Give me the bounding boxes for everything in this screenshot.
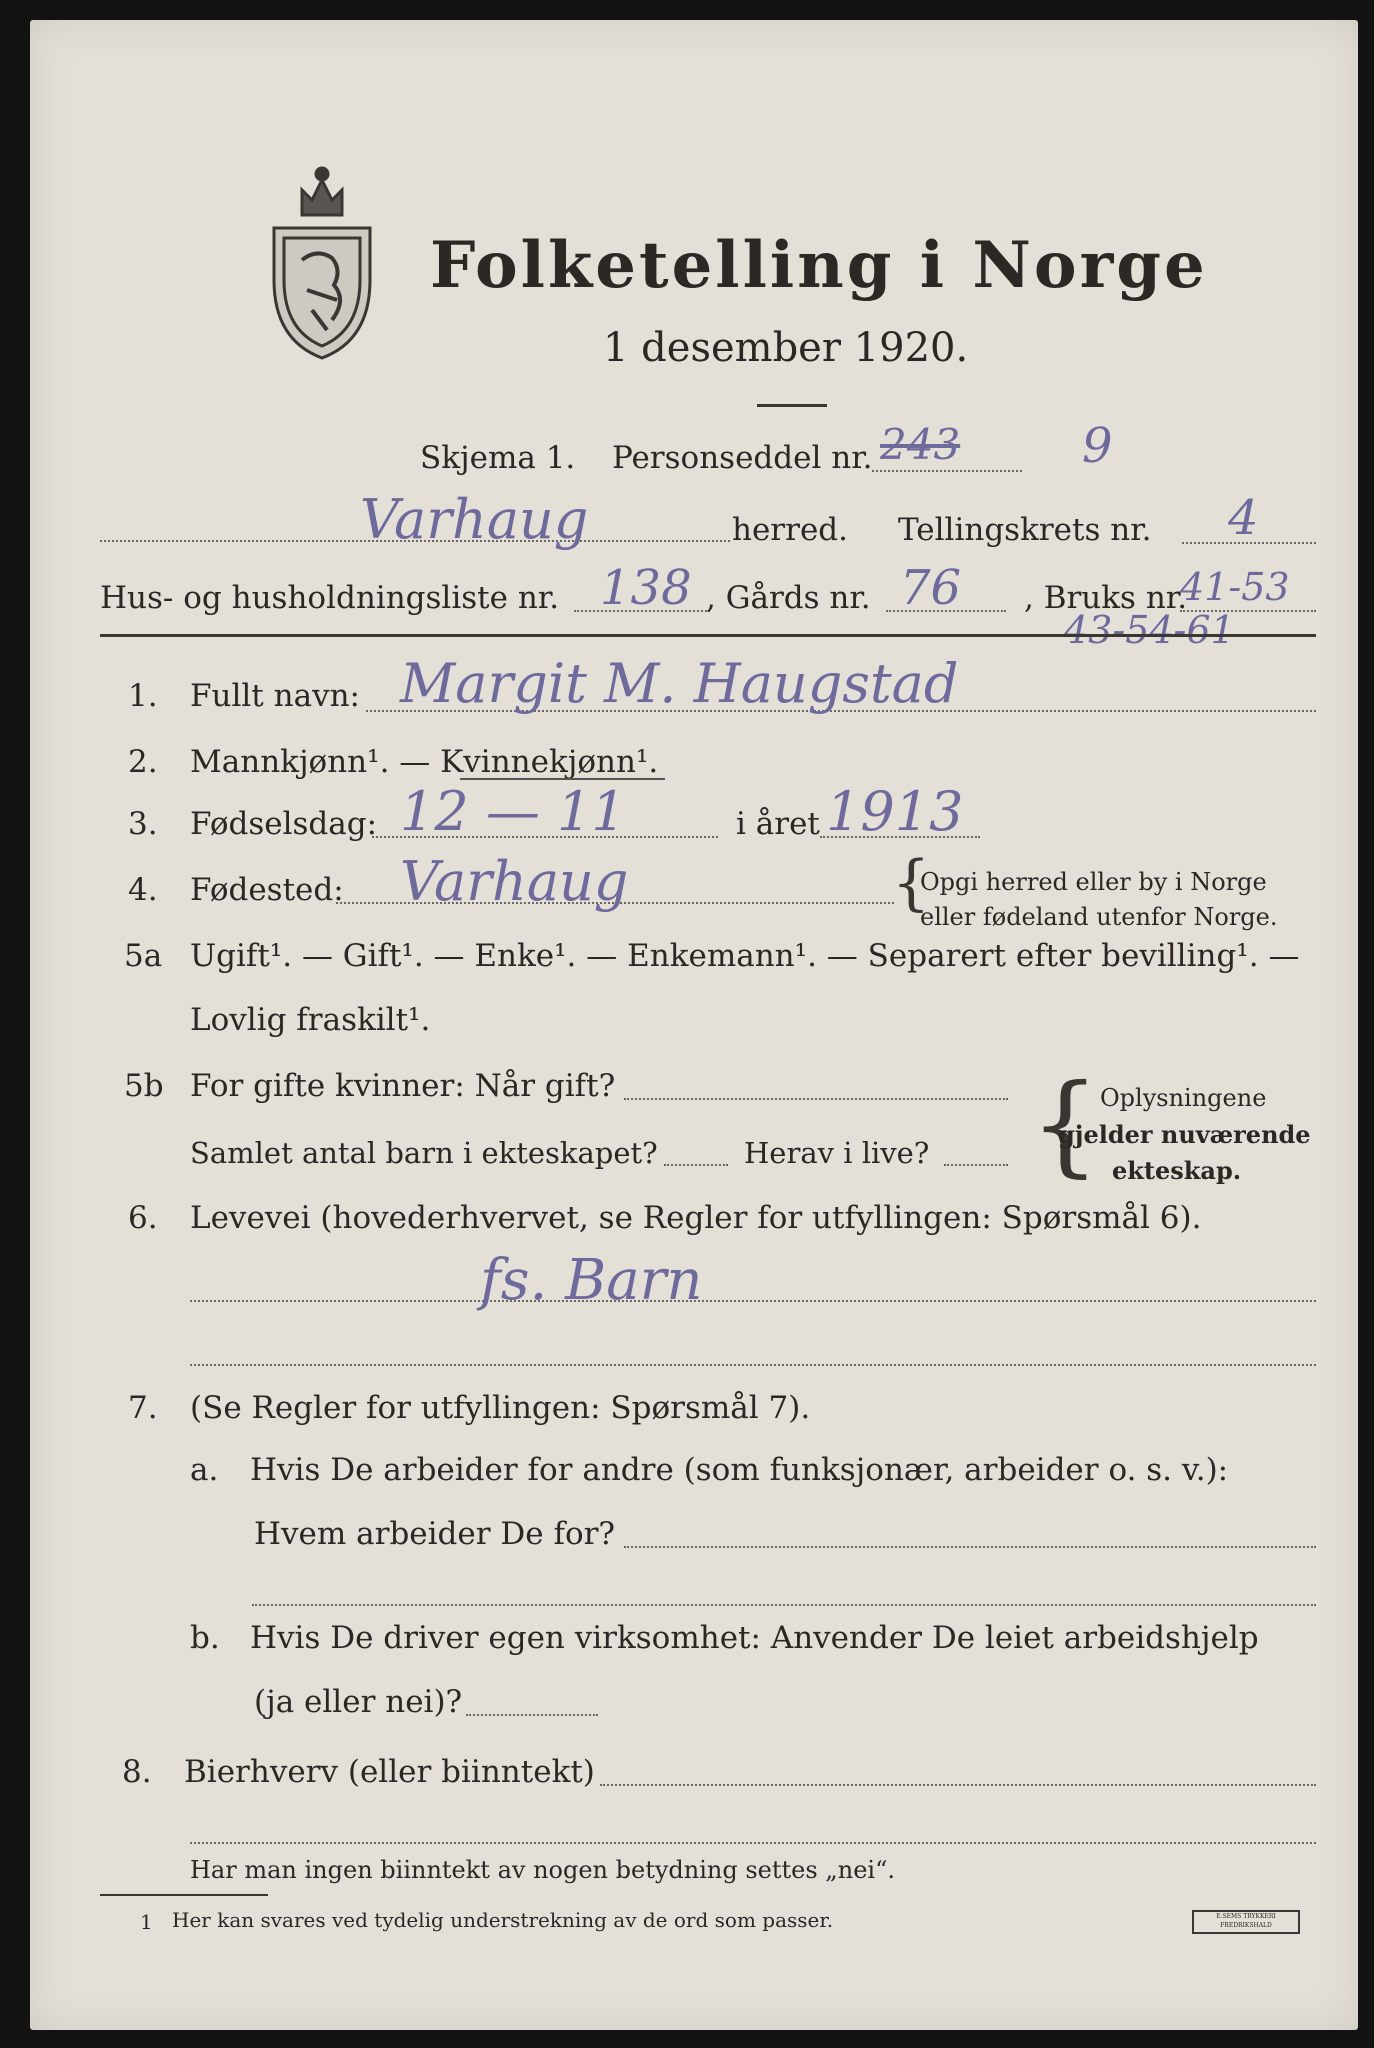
- q5b-note-1: Oplysningene: [1100, 1084, 1267, 1112]
- q5b-line2a: Samlet antal barn i ekteskapet?: [190, 1136, 658, 1170]
- hus-value: 138: [600, 560, 692, 616]
- q5b-line2b-dots: [944, 1164, 1008, 1166]
- q8-number: 8.: [122, 1754, 152, 1790]
- census-date: 1 desember 1920.: [603, 325, 969, 371]
- q6-line-1: [190, 1300, 1316, 1302]
- q7b-letter: b.: [190, 1620, 220, 1656]
- q4-value: Varhaug: [400, 850, 629, 913]
- printer-stamp: E.SEMS TRYKKERI FREDRIKSHALD: [1192, 1910, 1300, 1934]
- q2-number: 2.: [128, 744, 158, 780]
- herred-value: Varhaug: [360, 488, 589, 551]
- header-rule: [100, 634, 1316, 637]
- footer-note: Har man ingen biinntekt av nogen betydning settes „nei“.: [190, 1856, 895, 1884]
- q5b-line2b: Herav i live?: [744, 1136, 930, 1170]
- personseddel-label: Personseddel nr.: [612, 440, 873, 476]
- q5b-line2a-dots: [664, 1164, 728, 1166]
- q3-number: 3.: [128, 806, 158, 842]
- personseddel-line: [872, 470, 1022, 472]
- gards-label: , Gårds nr.: [706, 580, 871, 616]
- footnote-text: Her kan svares ved tydelig understrekning av de ord som passer.: [172, 1908, 834, 1932]
- q4-label: Fødested:: [190, 872, 344, 908]
- q7b-line2: (ja eller nei)?: [254, 1684, 463, 1720]
- q6-value: fs. Barn: [480, 1248, 703, 1313]
- q5b-brace: {: [1030, 1060, 1100, 1188]
- q4-note-2: eller fødeland utenfor Norge.: [920, 903, 1278, 931]
- q7-label: (Se Regler for utfyllingen: Spørsmål 7).: [190, 1390, 811, 1426]
- hus-label: Hus- og husholdningsliste nr.: [100, 580, 560, 616]
- title-divider: [757, 404, 827, 407]
- q5b-line1: For gifte kvinner: Når gift?: [190, 1068, 616, 1104]
- q5a-line2: Lovlig fraskilt¹.: [190, 1002, 431, 1038]
- q3-value: 12 — 11: [400, 780, 626, 843]
- q7-number: 7.: [128, 1390, 158, 1426]
- q7a-line-2: [252, 1604, 1316, 1606]
- q7a-line2: Hvem arbeider De for?: [254, 1516, 616, 1552]
- footnote-rule: [100, 1894, 268, 1896]
- q2-label: Mannkjønn¹. — Kvinnekjønn¹.: [190, 744, 659, 780]
- q5b-number: 5b: [124, 1068, 164, 1104]
- q6-line-2: [190, 1364, 1316, 1366]
- q4-note-1: Opgi herred eller by i Norge: [920, 868, 1267, 896]
- q4-brace: {: [892, 848, 931, 918]
- bruks-label: , Bruks nr.: [1024, 580, 1188, 616]
- q3-label: Fødselsdag:: [190, 806, 378, 842]
- q7a-line1: Hvis De arbeider for andre (som funksjonær, arbeider o. s. v.):: [250, 1452, 1229, 1488]
- q5b-line1-dots: [624, 1098, 1008, 1100]
- q7b-line1: Hvis De driver egen virksomhet: Anvender De leiet arbeidshjelp: [250, 1620, 1259, 1656]
- form-title: Folketelling i Norge: [430, 228, 1208, 303]
- coat-of-arms-icon: [262, 160, 382, 365]
- q7a-line: [624, 1546, 1316, 1548]
- bruks-value-2: 43-54-61: [1064, 608, 1235, 652]
- q6-label: Levevei (hovederhvervet, se Regler for utfyllingen: Spørsmål 6).: [190, 1200, 1202, 1236]
- skjema-label: Skjema 1.: [420, 440, 576, 476]
- q7b-line: [466, 1714, 598, 1716]
- personseddel-value: 9: [1082, 418, 1113, 474]
- herred-label: herred.: [732, 512, 848, 548]
- bruks-value-1: 41-53: [1180, 565, 1290, 609]
- footnote-mark: 1: [140, 1910, 153, 1934]
- q5a-number: 5a: [124, 938, 163, 974]
- q8-line-2: [190, 1842, 1316, 1844]
- q1-number: 1.: [128, 678, 158, 714]
- q1-label: Fullt navn:: [190, 678, 360, 714]
- q7a-letter: a.: [190, 1452, 219, 1488]
- q6-number: 6.: [128, 1200, 158, 1236]
- q5a-line1: Ugift¹. — Gift¹. — Enke¹. — Enkemann¹. — Separert efter bevilling¹. —: [190, 938, 1300, 974]
- q1-value: Margit M. Haugstad: [400, 652, 959, 715]
- tellingskrets-value: 4: [1228, 490, 1259, 546]
- q5b-note-2: gjelder nuværende: [1058, 1120, 1311, 1149]
- gards-value: 76: [900, 560, 962, 616]
- q5b-note-3: ekteskap.: [1112, 1156, 1242, 1185]
- q8-line-1: [600, 1784, 1316, 1786]
- q8-label: Bierhverv (eller biinntekt): [184, 1754, 595, 1790]
- q3-year-value: 1913: [826, 780, 964, 843]
- tellingskrets-label: Tellingskrets nr.: [898, 512, 1152, 548]
- personseddel-struck-value: 243: [880, 420, 961, 469]
- q3-year-label: i året: [736, 806, 820, 842]
- q4-number: 4.: [128, 872, 158, 908]
